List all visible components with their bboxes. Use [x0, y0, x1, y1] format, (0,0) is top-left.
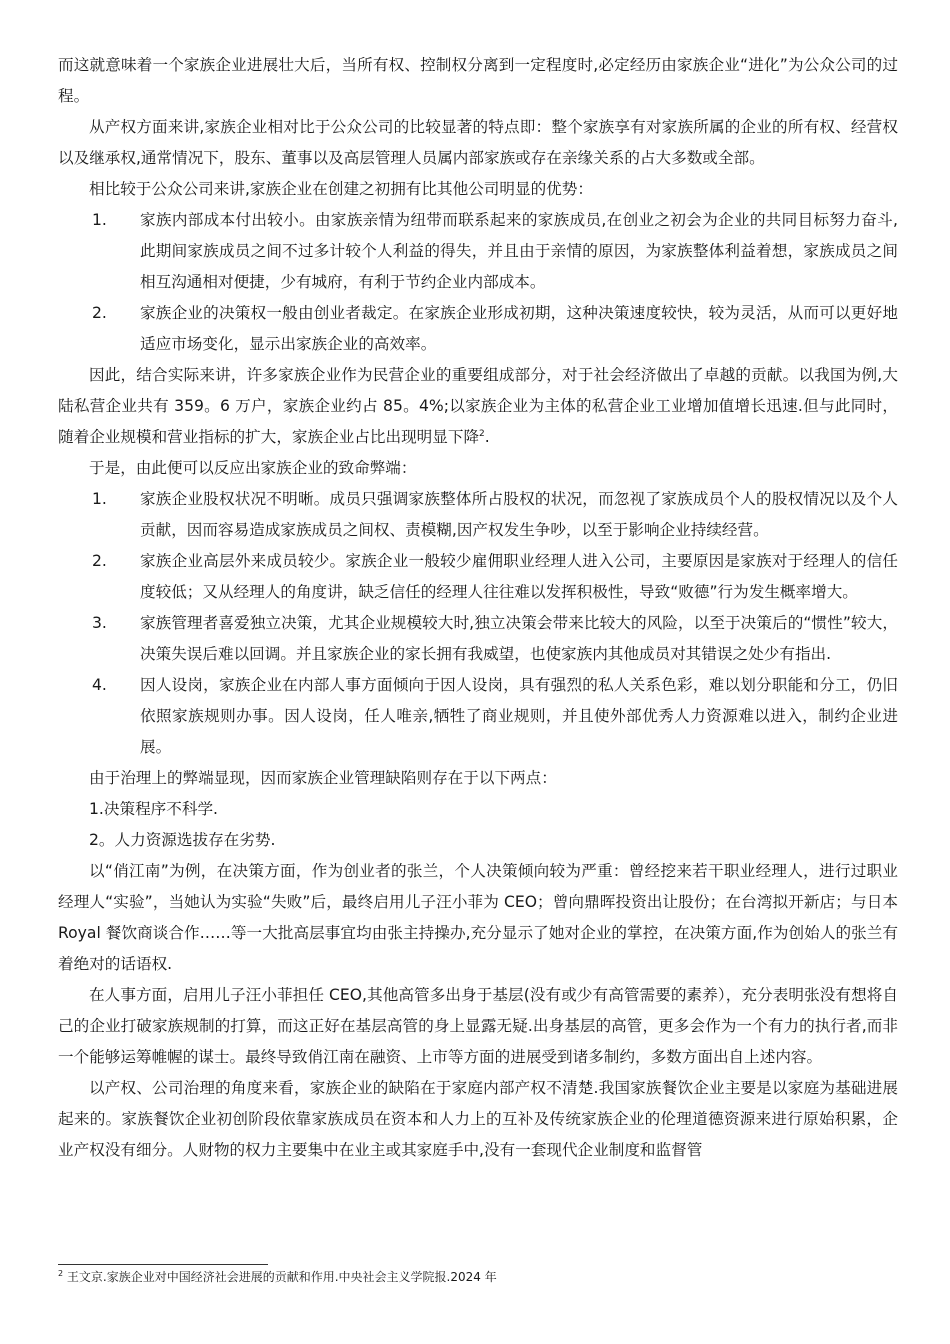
list-text: 家族企业的决策权一般由创业者裁定。在家族企业形成初期，这种决策速度较快，较为灵活，从而可以更好地适应市场变化，显示出家族企业的高效率。 [140, 304, 898, 353]
paragraph-case-decision: 以“俏江南”为例，在决策方面，作为创业者的张兰，个人决策倾向较为严重：曾经挖来若干职业经理人，进行过职业经理人“实验”，当她认为实验“失败”后，最终启用儿子汪小菲为 CEO；曾向鼎晖投资出让股份；在台湾拟开新店；与日本 Royal 餐饮商谈合作……等一大批高层事宜均由张主持操办,充分显示了她对企业的掌控，在决策方面,作为创始人的张兰有着绝对的话语权. [58, 862, 898, 973]
list-item [58, 298, 898, 360]
paragraph-ownership-separation: 而这就意味着一个家族企业进展壮大后，当所有权、控制权分离到一定程度时,必定经历由家族企业“进化”为公众公司的过程。 [58, 56, 898, 105]
list-number: 1. [92, 490, 107, 508]
list-item [58, 670, 898, 763]
footnote-reference[interactable]: 2 [479, 428, 485, 439]
list-text: 家族管理者喜爱独立决策，尤其企业规模较大时,独立决策会带来比较大的风险，以至于决策后的“惯性”较大，决策失误后难以回调。并且家族企业的家长拥有我威望，也使家族内其他成员对其错误之处少有指出. [140, 614, 898, 663]
footnote-text: 王文京.家族企业对中国经济社会进展的贡献和作用.中央社会主义学院报.2024 年 [66, 1270, 497, 1284]
paragraph-contribution [58, 360, 898, 453]
list-item [58, 546, 898, 608]
document-body [58, 50, 898, 1166]
footnote-mark: 2 [58, 1269, 64, 1278]
paragraph-drawbacks-intro: 于是，由此便可以反应出家族企业的致命弊端： [89, 459, 417, 477]
paragraph-governance: 以产权、公司治理的角度来看，家族企业的缺陷在于家庭内部产权不清楚.我国家族餐饮企业主要是以家庭为基础进展起来的。家族餐饮企业初创阶段依靠家族成员在资本和人力上的互补及传统家族企业的伦理道德资源来进行原始积累，企业产权没有细分。人财物的权力主要集中在业主或其家庭手中,没有一套现代企业制度和监督管 [58, 1079, 898, 1159]
list-item [58, 484, 898, 546]
list-item [58, 608, 898, 670]
list-number: 4. [92, 676, 107, 694]
drawbacks-list [58, 484, 898, 763]
paragraph-advantages-intro: 相比较于公众公司来讲,家族企业在创建之初拥有比其他公司明显的优势： [89, 180, 593, 198]
paragraph-defect-1: 1.决策程序不科学. [89, 800, 218, 818]
list-text: 家族内部成本付出较小。由家族亲情为纽带而联系起来的家族成员,在创业之初会为企业的共同目标努力奋斗,此期间家族成员之间不过多计较个人利益的得失，并且由于亲情的原因，为家族整体利益着想，家族成员之间相互沟通相对便捷，少有城府，有利于节约企业内部成本。 [140, 211, 898, 291]
list-text: 因人设岗，家族企业在内部人事方面倾向于因人设岗，具有强烈的私人关系色彩，难以划分职能和分工，仍旧依照家族规则办事。因人设岗，任人唯亲,牺牲了商业规则，并且使外部优秀人力资源难以进入，制约企业进展。 [140, 676, 898, 756]
list-number: 1. [92, 211, 107, 229]
paragraph-property-rights: 从产权方面来讲,家族企业相对比于公众公司的比较显著的特点即：整个家族享有对家族所属的企业的所有权、经营权以及继承权,通常情况下，股东、董事以及高层管理人员属内部家族或存在亲缘关系的占大多数或全部。 [58, 118, 898, 167]
list-number: 2. [92, 304, 107, 322]
list-text: 家族企业股权状况不明晰。成员只强调家族整体所占股权的状况，而忽视了家族成员个人的股权情况以及个人贡献，因而容易造成家族成员之间权、责模糊,因产权发生争吵，以至于影响企业持续经营。 [140, 490, 898, 539]
paragraph-text-end: . [484, 428, 490, 446]
list-text: 家族企业高层外来成员较少。家族企业一般较少雇佣职业经理人进入公司，主要原因是家族对于经理人的信任度较低；又从经理人的角度讲，缺乏信任的经理人往往难以发挥积极性，导致“败德”行为发生概率增大。 [140, 552, 898, 601]
list-item [58, 205, 898, 298]
footnote-separator [58, 1264, 268, 1265]
advantages-list [58, 205, 898, 360]
footnote [58, 1268, 898, 1286]
paragraph-case-personnel: 在人事方面，启用儿子汪小菲担任 CEO,其他高管多出身于基层(没有或少有高管需要的素养），充分表明张没有想将自己的企业打破家族规制的打算，而这正好在基层高管的身上显露无疑.出身基层的高管，更多会作为一个有力的执行者,而非一个能够运筹帷幄的谋士。最终导致俏江南在融资、上市等方面的进展受到诸多制约，多数方面出自上述内容。 [58, 986, 898, 1066]
paragraph-text: 因此，结合实际来讲，许多家族企业作为民营企业的重要组成部分，对于社会经济做出了卓越的贡献。以我国为例,大陆私营企业共有 359。6 万户，家族企业约占 85。4%;以家族企业为主体的私营企业工业增加值增长迅速.但与此同时，随着企业规模和营业指标的扩大，家族企业占比出现明显下降 [58, 366, 898, 446]
paragraph-defect-2: 2。人力资源选拔存在劣势. [89, 831, 276, 849]
paragraph-management-defects: 由于治理上的弊端显现，因而家族企业管理缺陷则存在于以下两点： [89, 769, 557, 787]
list-number: 3. [92, 614, 107, 632]
list-number: 2. [92, 552, 107, 570]
